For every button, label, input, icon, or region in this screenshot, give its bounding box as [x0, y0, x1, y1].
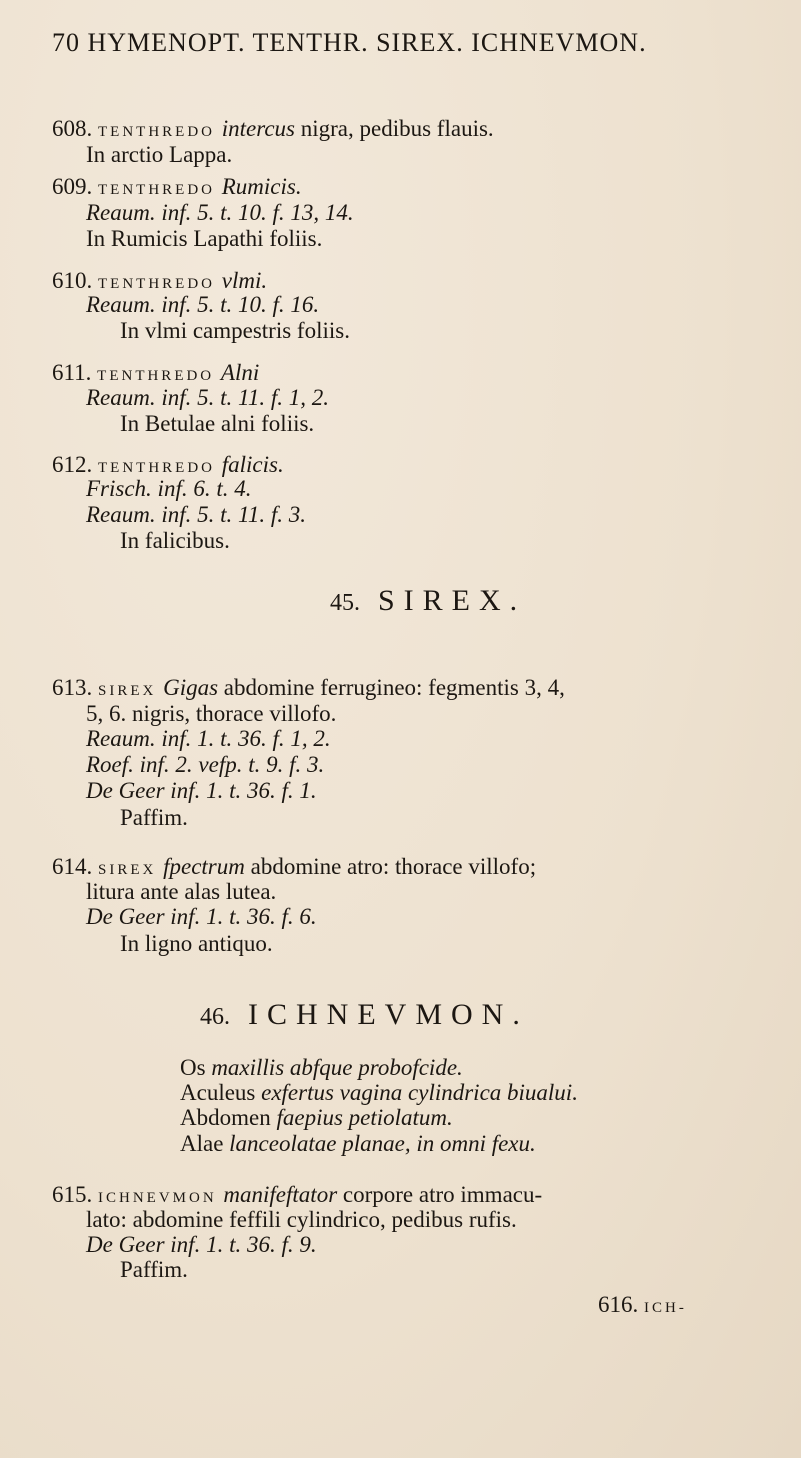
text-segment: Paffim. — [120, 805, 188, 830]
text-line — [86, 1232, 317, 1258]
text-line — [86, 226, 322, 252]
text-segment: litura ante alas lutea. — [86, 879, 277, 904]
text-line — [86, 752, 324, 778]
text-line — [86, 200, 354, 226]
italic-text: Rumicis. — [221, 174, 302, 199]
text-line — [120, 411, 314, 437]
text-line — [120, 1257, 188, 1283]
page-number: 70 — [52, 28, 80, 57]
text-line — [86, 1207, 517, 1233]
text-line — [86, 292, 319, 318]
text-segment: In Betulae alni foliis. — [120, 411, 315, 436]
text-line — [86, 476, 251, 502]
genus-name: TENTHREDO — [98, 182, 222, 198]
genus-name: SIREX — [98, 862, 164, 878]
text-line — [180, 1105, 453, 1131]
text-segment: 616. — [598, 1292, 644, 1317]
text-line — [86, 879, 276, 905]
section-number: 46. — [200, 1004, 230, 1030]
text-segment: 615. — [52, 1182, 98, 1207]
text-line — [180, 1080, 578, 1106]
text-line — [598, 1292, 687, 1321]
running-title: HYMENOPT. TENTHR. SIREX. ICHNEVMON. — [87, 28, 647, 57]
italic-text: Alni — [220, 360, 260, 385]
text-segment: 614. — [52, 854, 98, 879]
text-line — [200, 998, 529, 1031]
italic-text: Reaum. inf. 5. t. 10. f. 13, 14. — [86, 200, 354, 225]
italic-text: maxillis abfque probofcide. — [211, 1055, 463, 1080]
italic-text: fpectrum — [163, 854, 245, 879]
section-title: ICHNEVMON. — [248, 998, 529, 1031]
genus-name: TENTHREDO — [98, 460, 222, 476]
text-line — [86, 142, 232, 168]
running-header — [52, 30, 647, 56]
italic-text: Reaum. inf. 5. t. 11. f. 1, 2. — [86, 385, 329, 410]
text-line — [120, 931, 273, 957]
italic-text: De Geer inf. 1. t. 36. f. 6. — [86, 904, 317, 929]
text-line — [52, 174, 302, 203]
text-segment: Aculeus — [180, 1080, 262, 1105]
genus-name: TENTHREDO — [98, 276, 222, 292]
text-segment: 613. — [52, 675, 98, 700]
section-title: SIREX. — [378, 584, 527, 617]
text-segment: 611. — [52, 360, 98, 385]
text-segment: 608. — [52, 116, 98, 141]
text-segment: Abdomen — [180, 1105, 277, 1130]
text-line — [180, 1131, 536, 1157]
text-segment: nigra, pedibus flauis. — [295, 116, 494, 141]
text-segment: 612. — [52, 452, 98, 477]
text-line — [52, 116, 494, 145]
text-segment: Os — [180, 1055, 212, 1080]
italic-text: De Geer inf. 1. t. 36. f. 1. — [86, 778, 317, 803]
section-number: 45. — [330, 590, 360, 616]
italic-text: exfertus vagina cylindrica biualui. — [261, 1080, 578, 1105]
genus-name: SIREX — [98, 683, 164, 699]
text-line — [330, 584, 527, 617]
text-segment: In arctio Lappa. — [86, 142, 233, 167]
italic-text: vlmi. — [221, 268, 268, 293]
italic-text: Gigas — [163, 675, 219, 700]
text-line — [86, 701, 336, 727]
italic-text: intercus — [221, 116, 295, 141]
italic-text: faepius petiolatum. — [276, 1105, 453, 1130]
text-segment: Alae — [180, 1131, 230, 1156]
text-line — [120, 318, 350, 344]
genus-name: TENTHREDO — [97, 368, 221, 384]
text-segment: In vlmi campestris foliis. — [120, 318, 350, 343]
text-line — [52, 675, 565, 704]
text-line — [86, 502, 306, 528]
italic-text: Frisch. inf. 6. t. 4. — [86, 476, 252, 501]
genus-name: ICH- — [644, 1300, 687, 1316]
italic-text: De Geer inf. 1. t. 36. f. 9. — [86, 1232, 317, 1257]
text-segment: In falicibus. — [120, 528, 230, 553]
text-segment: abdomine atro: thorace villofo; — [244, 854, 537, 879]
text-line — [86, 385, 329, 411]
text-segment: 609. — [52, 174, 98, 199]
text-segment: 5, 6. nigris, thorace villofo. — [86, 701, 337, 726]
text-segment: corpore atro immacu- — [337, 1182, 543, 1207]
text-line — [120, 805, 188, 831]
text-segment: In ligno antiquo. — [120, 931, 273, 956]
text-segment: In Rumicis Lapathi foliis. — [86, 226, 323, 251]
text-line — [86, 778, 317, 804]
text-line — [120, 528, 230, 554]
text-segment: abdomine ferrugineo: fegmentis 3, 4, — [218, 675, 565, 700]
text-segment: lato: abdomine feffili cylindrico, pedibus rufis. — [86, 1207, 517, 1232]
italic-text: Reaum. inf. 5. t. 10. f. 16. — [86, 292, 320, 317]
genus-name: ICHNEVMON — [98, 1190, 224, 1206]
genus-name: TENTHREDO — [98, 124, 222, 140]
text-segment: 610. — [52, 268, 98, 293]
italic-text: falicis. — [221, 452, 284, 477]
italic-text: lanceolatae planae, in omni fexu. — [229, 1131, 536, 1156]
italic-text: Reaum. inf. 1. t. 36. f. 1, 2. — [86, 726, 331, 751]
text-line — [86, 726, 331, 752]
italic-text: Reaum. inf. 5. t. 11. f. 3. — [86, 502, 306, 527]
italic-text: manifeftator — [223, 1182, 338, 1207]
text-line — [86, 904, 317, 930]
italic-text: Roef. inf. 2. vefp. t. 9. f. 3. — [86, 752, 325, 777]
text-segment: Paffim. — [120, 1257, 188, 1282]
text-line — [180, 1055, 463, 1081]
